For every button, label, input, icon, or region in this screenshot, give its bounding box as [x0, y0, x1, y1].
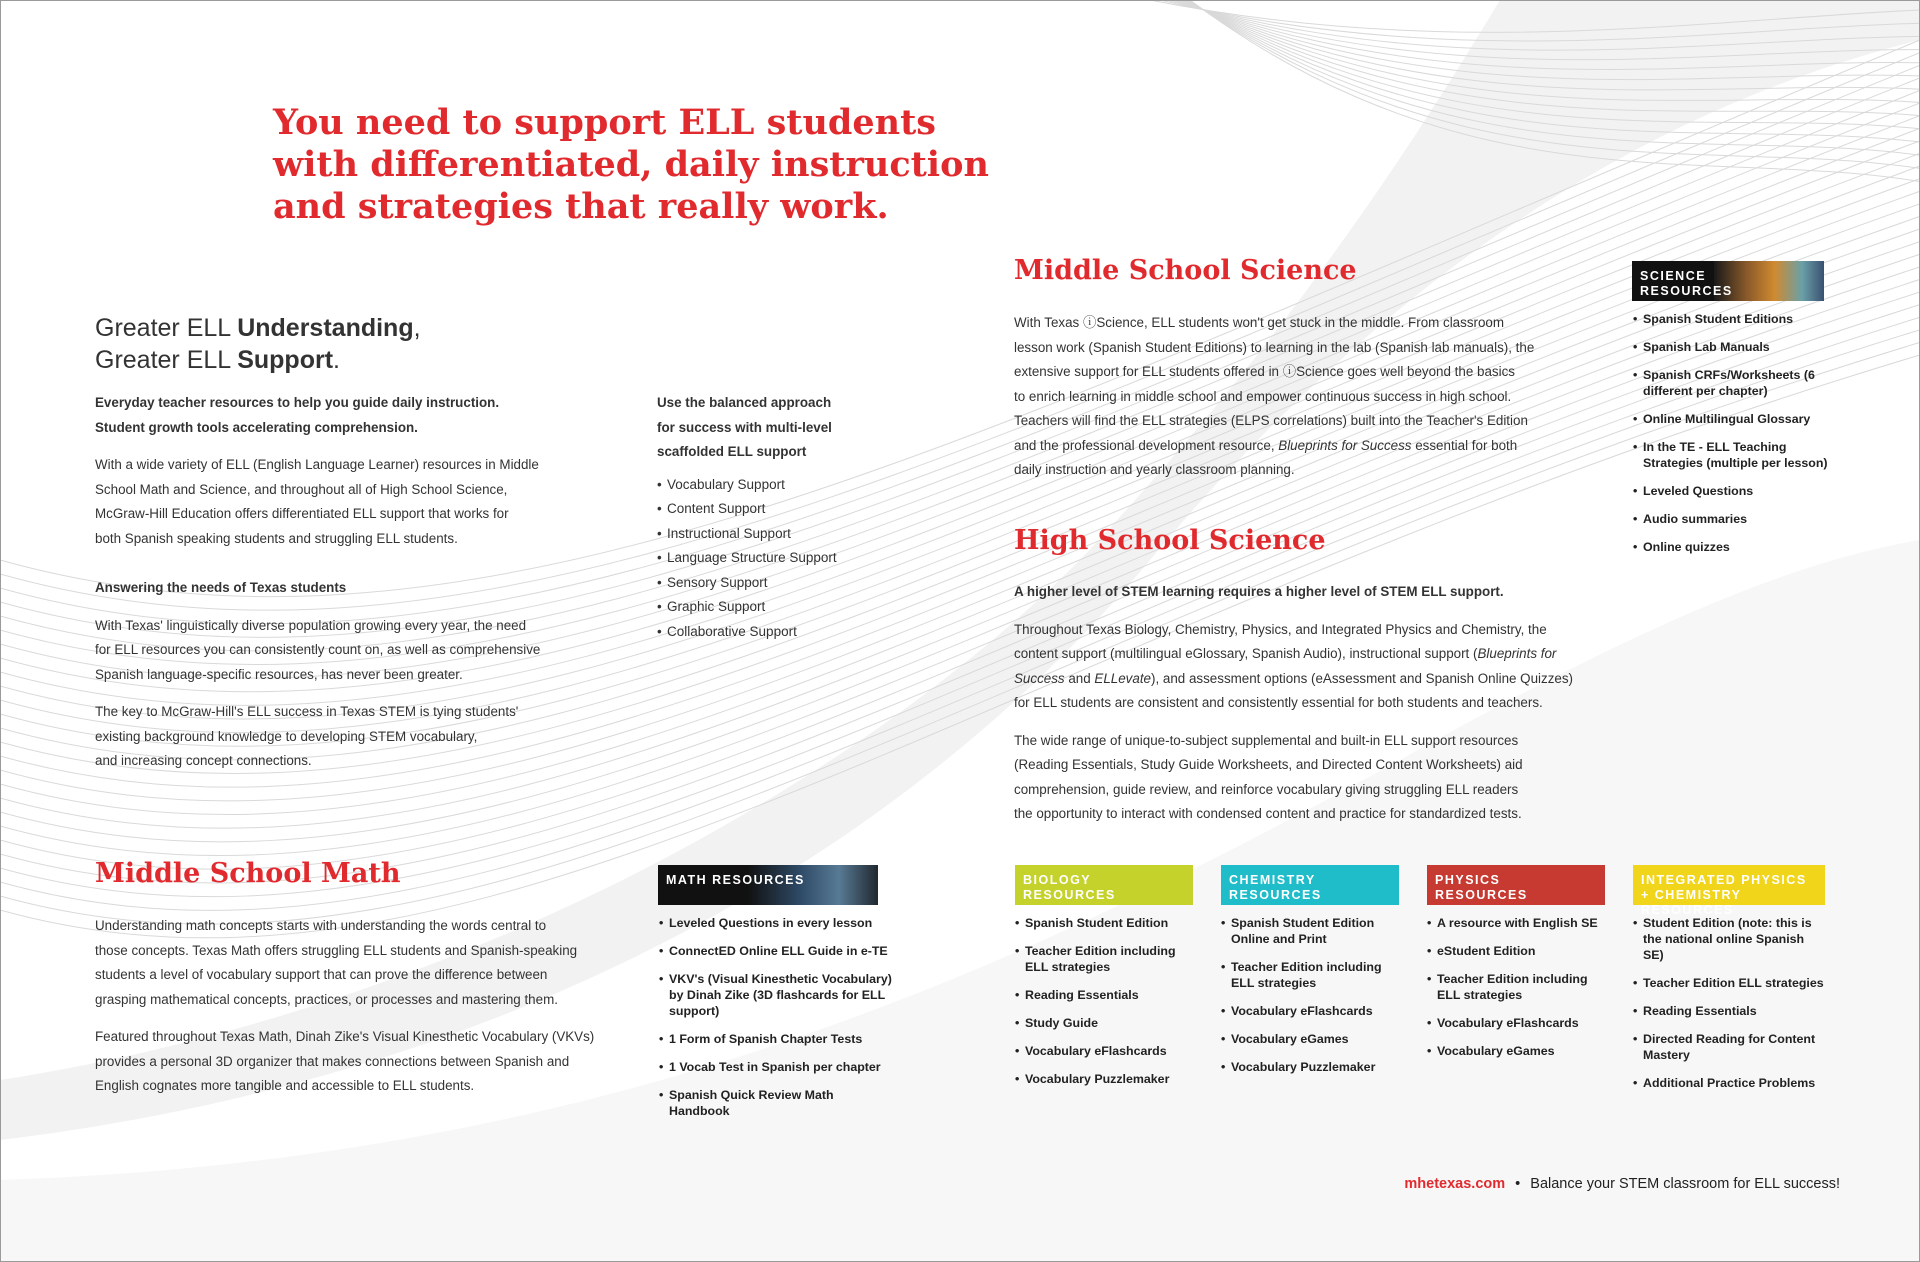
- math-line: English cognates more tangible and accessible to ELL students.: [95, 1078, 475, 1093]
- list-item: • 1 Form of Spanish Chapter Tests: [659, 1031, 894, 1047]
- text-run: essential for both: [1411, 437, 1518, 453]
- hs-science-line: Throughout Texas Biology, Chemistry, Physics, and Integrated Physics and Chemistry, the: [1014, 621, 1547, 637]
- list-item: • Online quizzes: [1633, 539, 1833, 555]
- list-item: • Graphic Support: [657, 595, 917, 620]
- math-title: Middle School Math: [95, 858, 401, 889]
- list-item: • Teacher Edition including ELL strategies: [1427, 971, 1607, 1003]
- tag-label: RESOURCES: [1229, 888, 1322, 902]
- science-resources-tag: [1632, 261, 1824, 301]
- ms-science-line: daily instruction and yearly classroom planning.: [1014, 462, 1295, 477]
- ms-science-line: Teachers will find the ELL strategies (ELPS correlations) built into the Teacher's Edition: [1014, 413, 1528, 428]
- hs-science-section: [1014, 580, 1584, 827]
- physics-resources-list: [1427, 915, 1607, 1071]
- list-item: • Sensory Support: [657, 571, 917, 596]
- texas-line: With Texas' linguistically diverse population growing every year, the need: [95, 617, 527, 633]
- math-line: provides a personal 3D organizer that makes connections between Spanish and: [95, 1053, 570, 1069]
- list-item: • Vocabulary Puzzlemaker: [1015, 1071, 1195, 1087]
- headline-line: with differentiated, daily instruction: [273, 144, 989, 185]
- tag-label: PHYSICS: [1435, 873, 1501, 887]
- heading-text-bold: Understanding: [237, 314, 414, 342]
- ms-science-line: extensive support for ELL students offered in ⓘScience goes well beyond the basics: [1014, 364, 1515, 379]
- heading-text: Greater ELL: [95, 314, 238, 342]
- hs-science-title: High School Science: [1014, 525, 1326, 556]
- tag-label: RESOURCES: [1435, 888, 1528, 902]
- physics-resources-tag: [1427, 865, 1605, 905]
- hs-science-line: the opportunity to interact with condensed content and practice for standardized tests.: [1014, 806, 1522, 821]
- list-item: • Spanish Student Editions: [1633, 311, 1833, 327]
- intro-line: McGraw-Hill Education offers differentiated ELL support that works for: [95, 506, 509, 521]
- list-item: • VKV's (Visual Kinesthetic Vocabulary) by Dinah Zike (3D flashcards for ELL support): [659, 971, 894, 1019]
- math-line: students a level of vocabulary support that can prove the difference between: [95, 967, 548, 982]
- list-item: • Reading Essentials: [1015, 987, 1195, 1003]
- integrated-resources-list: [1633, 915, 1828, 1103]
- text-run: and: [1064, 670, 1095, 686]
- hs-science-line: comprehension, guide review, and reinforce vocabulary giving struggling ELL readers: [1014, 781, 1519, 797]
- list-item: • Reading Essentials: [1633, 1003, 1828, 1019]
- italic-title: Success: [1014, 670, 1065, 686]
- tag-label: + CHEMISTRY RESOURCES: [1641, 888, 1742, 917]
- footer-url-link[interactable]: mhetexas.com: [1404, 1176, 1506, 1192]
- tag-label: BIOLOGY RESOURCES: [1023, 873, 1116, 902]
- tag-label: MATH RESOURCES: [666, 873, 805, 887]
- tag-label: INTEGRATED PHYSICS: [1641, 873, 1807, 887]
- math-line: Featured throughout Texas Math, Dinah Zike's Visual Kinesthetic Vocabulary (VKVs): [95, 1029, 595, 1044]
- list-item: • ConnectED Online ELL Guide in e-TE: [659, 943, 894, 959]
- list-item: • In the TE - ELL Teaching Strategies (multiple per lesson): [1633, 439, 1833, 471]
- tag-label: CHEMISTRY: [1229, 873, 1316, 887]
- hs-science-line: The wide range of unique-to-subject supplemental and built-in ELL support resources: [1014, 732, 1519, 748]
- tag-label: RESOURCES: [1640, 284, 1733, 298]
- chemistry-resources-list: [1221, 915, 1401, 1087]
- footer-separator: •: [1515, 1176, 1521, 1192]
- list-item: • Teacher Edition including ELL strategies: [1015, 943, 1195, 975]
- footer: [1404, 1176, 1840, 1192]
- approach-heading-line: scaffolded ELL support: [657, 444, 807, 459]
- math-line: grasping mathematical concepts, practices, or processes and mastering them.: [95, 991, 558, 1007]
- list-item: • Spanish Student Edition: [1015, 915, 1195, 931]
- footer-tagline: Balance your STEM classroom for ELL success!: [1530, 1176, 1840, 1192]
- ms-science-line: [1014, 434, 1574, 459]
- hs-science-line: [1014, 642, 1584, 667]
- list-item: • Vocabulary eFlashcards: [1015, 1043, 1195, 1059]
- biology-resources-list: [1015, 915, 1195, 1099]
- list-item: • Spanish CRFs/Worksheets (6 different per chapter): [1633, 367, 1833, 399]
- texas-line: The key to McGraw-Hill's ELL success in Texas STEM is tying students': [95, 704, 519, 719]
- ms-science-section: [1014, 311, 1574, 483]
- intro-section: [95, 391, 655, 774]
- chemistry-resources-tag: [1221, 865, 1399, 905]
- list-item: • 1 Vocab Test in Spanish per chapter: [659, 1059, 894, 1075]
- intro-line: School Math and Science, and throughout all of High School Science,: [95, 481, 508, 497]
- approach-heading-line: Use the balanced approach: [657, 395, 832, 410]
- hs-science-line: [1014, 667, 1584, 692]
- hs-science-lead: A higher level of STEM learning requires a higher level of STEM ELL support.: [1014, 584, 1504, 599]
- approach-section: [657, 391, 917, 644]
- intro-bold-line: Everyday teacher resources to help you guide daily instruction.: [95, 395, 500, 410]
- math-line: those concepts. Texas Math offers struggling ELL students and Spanish-speaking: [95, 942, 578, 958]
- greater-ell-heading: [95, 312, 421, 376]
- intro-line: both Spanish speaking students and struggling ELL students.: [95, 530, 458, 546]
- hs-science-line: for ELL students are consistent and consistently essential for both students and teachers.: [1014, 695, 1543, 710]
- integrated-resources-tag: [1633, 865, 1825, 917]
- text-run: content support (multilingual eGlossary, Spanish Audio), instructional support (: [1014, 646, 1478, 661]
- ms-science-line: to enrich learning in middle school and empower continuous success in high school.: [1014, 388, 1512, 404]
- headline-line: and strategies that really work.: [273, 186, 889, 227]
- heading-text-bold: Support: [237, 346, 334, 374]
- list-item: • Online Multilingual Glossary: [1633, 411, 1833, 427]
- list-item: • Vocabulary Support: [657, 473, 917, 498]
- approach-heading-line: for success with multi-level: [657, 419, 832, 435]
- list-item: • Language Structure Support: [657, 546, 917, 571]
- headline-line: You need to support ELL students: [273, 102, 936, 143]
- texas-line: and increasing concept connections.: [95, 753, 312, 768]
- biology-resources-tag: [1015, 865, 1193, 905]
- science-resources-list: [1633, 311, 1833, 567]
- list-item: • Additional Practice Problems: [1633, 1075, 1828, 1091]
- list-item: • Vocabulary eGames: [1427, 1043, 1607, 1059]
- list-item: • Vocabulary eGames: [1221, 1031, 1401, 1047]
- list-item: • Vocabulary eFlashcards: [1221, 1003, 1401, 1019]
- approach-list: [657, 473, 917, 645]
- list-item: • Vocabulary Puzzlemaker: [1221, 1059, 1401, 1075]
- tag-label: SCIENCE: [1640, 269, 1707, 283]
- texas-line: for ELL resources you can consistently count on, as well as comprehensive: [95, 642, 541, 657]
- list-item: • Collaborative Support: [657, 620, 917, 645]
- list-item: • Spanish Lab Manuals: [1633, 339, 1833, 355]
- list-item: • Leveled Questions in every lesson: [659, 915, 894, 931]
- heading-text: Greater ELL: [95, 346, 238, 374]
- intro-line: With a wide variety of ELL (English Language Learner) resources in Middle: [95, 457, 539, 472]
- intro-bold-line: Student growth tools accelerating comprehension.: [95, 419, 418, 435]
- list-item: • Leveled Questions: [1633, 483, 1833, 499]
- list-item: • Spanish Student Edition Online and Print: [1221, 915, 1401, 947]
- italic-title: Blueprints for Success: [1278, 437, 1412, 453]
- text-run: and the professional development resource,: [1014, 437, 1279, 453]
- heading-punct: ,: [413, 314, 421, 342]
- math-line: Understanding math concepts starts with understanding the words central to: [95, 918, 547, 933]
- ms-science-line: lesson work (Spanish Student Editions) to learning in the lab (Spanish lab manuals), the: [1014, 339, 1535, 355]
- list-item: • Spanish Quick Review Math Handbook: [659, 1087, 894, 1119]
- texas-line: existing background knowledge to developing STEM vocabulary,: [95, 728, 478, 744]
- list-item: • A resource with English SE: [1427, 915, 1607, 931]
- list-item: • Teacher Edition including ELL strategies: [1221, 959, 1401, 991]
- list-item: • Directed Reading for Content Mastery: [1633, 1031, 1828, 1063]
- hs-science-line: (Reading Essentials, Study Guide Worksheets, and Directed Content Worksheets) aid: [1014, 757, 1523, 772]
- italic-title: Blueprints for: [1477, 646, 1557, 661]
- math-resources-list: [659, 915, 894, 1131]
- list-item: • Study Guide: [1015, 1015, 1195, 1031]
- heading-punct: .: [333, 346, 340, 374]
- math-resources-tag: [658, 865, 878, 905]
- list-item: • Instructional Support: [657, 522, 917, 547]
- page-headline: [273, 102, 993, 228]
- list-item: • Content Support: [657, 497, 917, 522]
- text-run: ), and assessment options (eAssessment and Spanish Online Quizzes): [1151, 670, 1574, 686]
- math-section: [95, 914, 615, 1099]
- texas-line: Spanish language-specific resources, has never been greater.: [95, 666, 463, 682]
- list-item: • Audio summaries: [1633, 511, 1833, 527]
- list-item: • Teacher Edition ELL strategies: [1633, 975, 1828, 991]
- texas-heading: Answering the needs of Texas students: [95, 580, 347, 595]
- list-item: • eStudent Edition: [1427, 943, 1607, 959]
- list-item: • Student Edition (note: this is the national online Spanish SE): [1633, 915, 1828, 963]
- list-item: • Vocabulary eFlashcards: [1427, 1015, 1607, 1031]
- ms-science-title: Middle School Science: [1014, 255, 1357, 286]
- italic-title: ELLevate: [1094, 670, 1151, 686]
- ms-science-line: With Texas ⓘScience, ELL students won't get stuck in the middle. From classroom: [1014, 315, 1505, 330]
